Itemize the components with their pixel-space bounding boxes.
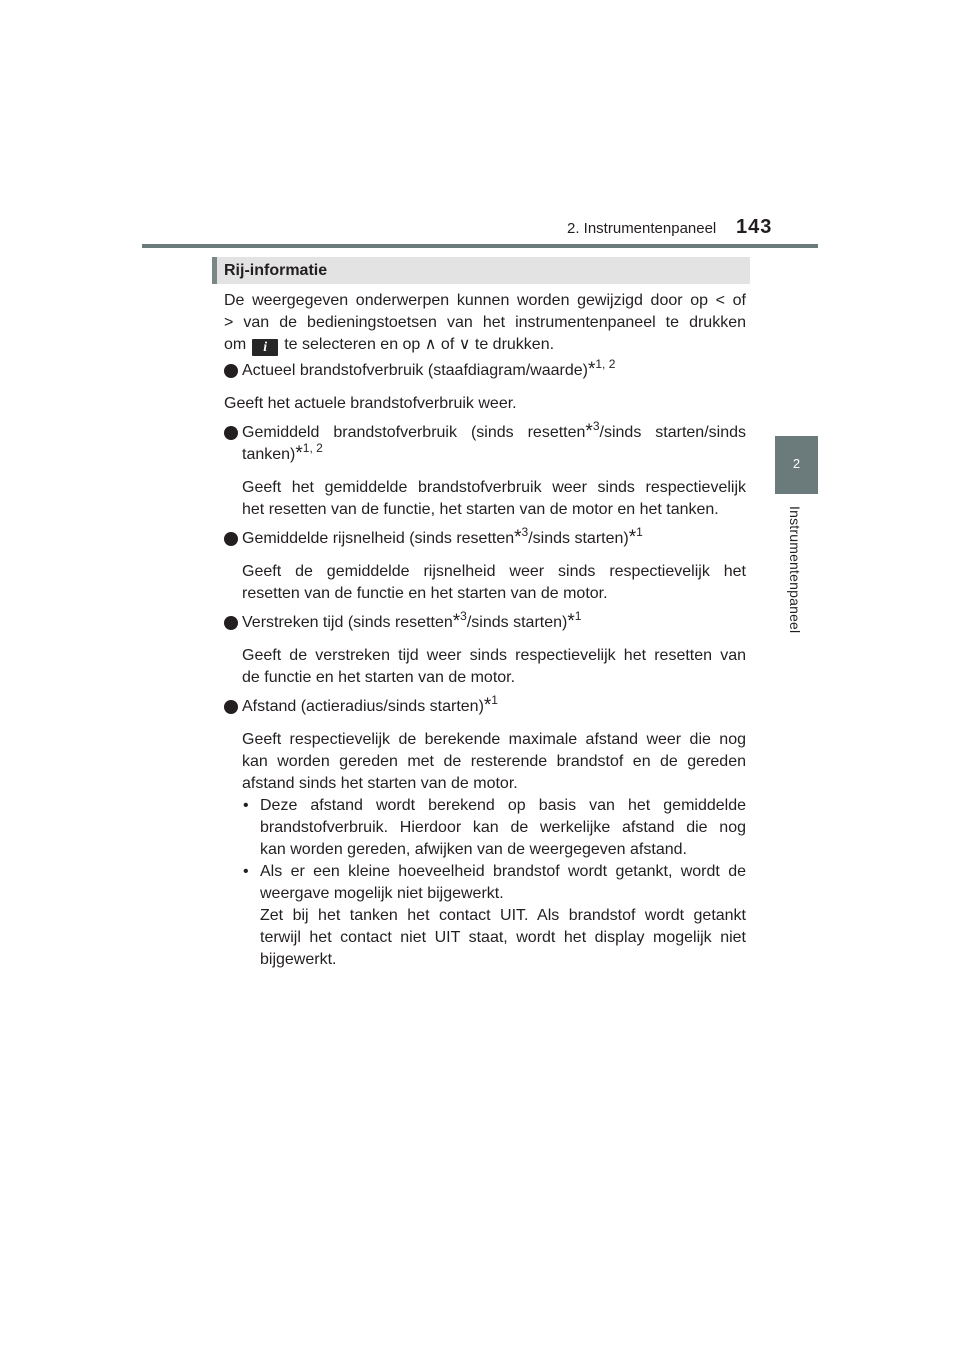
header-section-title: 2. Instrumentenpaneel <box>567 220 717 237</box>
list-item <box>224 609 746 634</box>
header-rule <box>142 244 818 248</box>
note-line: kan worden gereden, afwijken van de weergegeven afstand. <box>260 841 687 858</box>
note-line: Zet bij het tanken het contact UIT. Als brandstof wordt getankt <box>260 907 746 924</box>
note-line: bijgewerkt. <box>260 951 337 968</box>
description-line: resetten van de functie en het starten van de motor. <box>242 585 608 602</box>
footnote-ref: 1, 2 <box>595 357 616 371</box>
list-item <box>224 693 746 718</box>
item-title: /sinds starten) <box>466 614 568 631</box>
bullet-icon <box>224 364 238 378</box>
sub-bullet-icon: • <box>243 863 249 880</box>
footnote-asterisk: * <box>295 443 303 464</box>
footnote-asterisk: * <box>587 359 596 380</box>
note-line: weergave mogelijk niet bijgewerkt. <box>260 885 504 902</box>
chapter-tab-number: 2 <box>792 456 801 471</box>
description-line: kan worden gereden met de resterende brandstof en de gereden <box>242 753 746 770</box>
intro-line: De weergegeven onderwerpen kunnen worden gewijzigd door op < of <box>224 292 746 309</box>
bullet-icon <box>224 426 238 440</box>
footnote-asterisk: * <box>452 611 461 632</box>
list-item <box>224 357 746 382</box>
footnote-ref: 1 <box>491 693 498 707</box>
body-content <box>224 290 746 971</box>
section-heading-bar <box>212 257 750 284</box>
item-description <box>242 477 746 521</box>
description-line: Geeft de verstreken tijd weer sinds respectievelijk het resetten van <box>242 647 746 664</box>
note-line: Deze afstand wordt berekend op basis van het gemiddelde <box>260 797 746 814</box>
footnote-asterisk: * <box>585 421 593 442</box>
item-description: Geeft het actuele brandstofverbruik weer. <box>224 395 517 412</box>
list-item <box>224 525 746 550</box>
info-key-icon: i <box>252 339 278 356</box>
footnote-ref: 3 <box>592 419 600 433</box>
item-title: Afstand (actieradius/sinds starten) <box>242 698 484 715</box>
footnote-asterisk: * <box>628 527 637 548</box>
intro-line <box>224 334 746 356</box>
footnote-asterisk: * <box>514 527 522 548</box>
description-line: de functie en het starten van de motor. <box>242 669 516 686</box>
footnote-ref: 3 <box>460 609 467 623</box>
description-line: Geeft de gemiddelde rijsnelheid weer sinds respectievelijk het <box>242 563 746 580</box>
section-heading-accent <box>212 257 217 284</box>
intro-text: om <box>224 336 247 353</box>
footnote-ref: 1 <box>636 525 643 539</box>
intro-text: te selecteren en op ∧ of ∨ te drukken. <box>284 336 555 353</box>
item-title-line <box>242 441 746 466</box>
sub-bullet-icon: • <box>243 797 249 814</box>
note-line: Als er een kleine hoeveelheid brandstof wordt getankt, wordt de <box>260 863 746 880</box>
chapter-tab-label: Instrumentenpaneel <box>787 506 803 634</box>
item-title: Verstreken tijd (sinds resetten <box>242 614 453 631</box>
item-title: Gemiddeld brandstofverbruik (sinds resetten <box>242 424 586 441</box>
page-number: 143 <box>736 216 773 238</box>
note-line: brandstofverbruik. Hierdoor kan de werkelijke afstand die nog <box>260 819 746 836</box>
description-line: afstand sinds het starten van de motor. <box>242 775 518 792</box>
footnote-asterisk: * <box>567 611 575 632</box>
description-line: Geeft het gemiddelde brandstofverbruik weer sinds respectievelijk <box>242 479 746 496</box>
footnote-ref: 1, 2 <box>302 441 323 455</box>
description-line: het resetten van de functie, het starten van de motor en het tanken. <box>242 501 719 518</box>
item-description <box>242 561 746 605</box>
footnote-ref: 3 <box>521 525 529 539</box>
list-item <box>224 419 746 466</box>
sub-note <box>243 861 746 971</box>
intro-line: > van de bedieningstoetsen van het instrumentenpaneel te drukken <box>224 314 746 331</box>
chapter-tab <box>775 436 818 494</box>
item-title: /sinds starten/sinds <box>599 424 746 441</box>
item-title: tanken) <box>242 446 296 463</box>
section-heading: Rij-informatie <box>224 262 328 279</box>
item-title: Gemiddelde rijsnelheid (sinds resetten <box>242 530 515 547</box>
description-line: Geeft respectievelijk de berekende maximale afstand weer die nog <box>242 731 746 748</box>
item-title: Actueel brandstofverbruik (staafdiagram/waarde) <box>242 362 588 379</box>
bullet-icon <box>224 532 238 546</box>
note-line: terwijl het contact niet UIT staat, wordt het display mogelijk niet <box>260 929 746 946</box>
item-description <box>242 729 746 795</box>
sub-note <box>243 795 746 861</box>
footnote-ref: 1 <box>574 609 582 623</box>
bullet-icon <box>224 700 238 714</box>
bullet-icon <box>224 616 238 630</box>
item-title: /sinds starten) <box>528 530 629 547</box>
item-description <box>242 645 746 689</box>
footnote-asterisk: * <box>483 695 492 716</box>
